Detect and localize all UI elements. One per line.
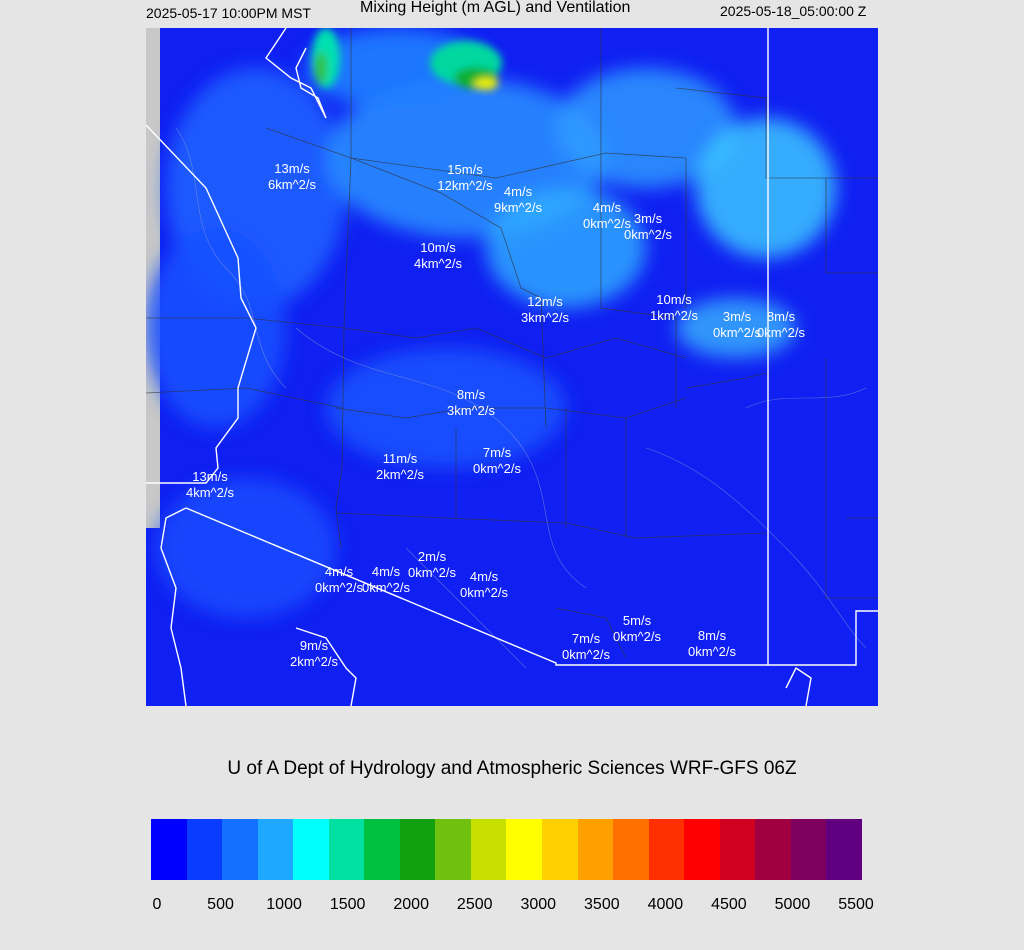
legend-swatch bbox=[293, 819, 329, 880]
ventilation-index: 3km^2/s bbox=[446, 403, 496, 418]
ventilation-label bbox=[688, 628, 736, 660]
ventilation-label bbox=[624, 211, 672, 243]
legend-tick-label: 3000 bbox=[520, 896, 557, 913]
ventilation-index: 6km^2/s bbox=[267, 177, 317, 192]
ventilation-label bbox=[290, 638, 338, 670]
legend-swatch bbox=[791, 819, 827, 880]
legend-tick-label: 0 bbox=[152, 896, 162, 913]
ventilation-index: 12km^2/s bbox=[437, 178, 493, 193]
wind-speed: 3m/s bbox=[633, 211, 663, 226]
legend-swatch bbox=[258, 819, 294, 880]
ventilation-label bbox=[650, 292, 698, 324]
ventilation-label bbox=[414, 240, 462, 272]
ventilation-index: 1km^2/s bbox=[649, 308, 699, 323]
ventilation-index: 0km^2/s bbox=[459, 585, 509, 600]
ventilation-index: 0km^2/s bbox=[361, 580, 411, 595]
legend-swatch bbox=[364, 819, 400, 880]
legend-tick-label: 4500 bbox=[711, 896, 747, 913]
ventilation-index: 0km^2/s bbox=[712, 325, 762, 340]
ventilation-index: 4km^2/s bbox=[185, 485, 235, 500]
ventilation-label bbox=[713, 309, 761, 341]
wind-speed: 8m/s bbox=[697, 628, 727, 643]
legend-swatch bbox=[187, 819, 223, 880]
ventilation-label bbox=[447, 387, 495, 419]
legend-swatch bbox=[542, 819, 578, 880]
ventilation-label bbox=[376, 451, 424, 483]
legend-swatch bbox=[578, 819, 614, 880]
color-legend bbox=[151, 819, 862, 880]
legend-tick-label: 3500 bbox=[584, 896, 620, 913]
wind-speed: 10m/s bbox=[420, 240, 456, 255]
wind-speed: 8m/s bbox=[456, 387, 486, 402]
ventilation-label bbox=[473, 445, 521, 477]
wind-speed: 4m/s bbox=[592, 200, 622, 215]
ventilation-label bbox=[362, 564, 410, 596]
ventilation-label bbox=[494, 184, 542, 216]
ventilation-label bbox=[268, 161, 316, 193]
ventilation-index: 0km^2/s bbox=[756, 325, 806, 340]
wind-speed: 13m/s bbox=[192, 469, 228, 484]
legend-swatch bbox=[613, 819, 649, 880]
legend-tick-label: 4000 bbox=[647, 896, 684, 913]
legend-swatch bbox=[755, 819, 791, 880]
ventilation-index: 0km^2/s bbox=[687, 644, 737, 659]
ventilation-label bbox=[408, 549, 456, 581]
ventilation-label bbox=[315, 564, 363, 596]
legend-swatch bbox=[222, 819, 258, 880]
legend-swatch bbox=[720, 819, 756, 880]
mixing-height-map bbox=[146, 28, 878, 706]
legend-swatch bbox=[329, 819, 365, 880]
ventilation-index: 0km^2/s bbox=[623, 227, 673, 242]
legend-tick-label: 5500 bbox=[838, 896, 874, 913]
ventilation-label bbox=[562, 631, 610, 663]
wind-speed: 3m/s bbox=[722, 309, 752, 324]
gulf-segment bbox=[786, 668, 811, 706]
ventilation-label bbox=[757, 309, 805, 341]
legend-tick-label: 1000 bbox=[266, 896, 302, 913]
wind-speed: 9m/s bbox=[299, 638, 329, 653]
legend-tick-label: 5000 bbox=[774, 896, 811, 913]
wind-speed: 4m/s bbox=[371, 564, 401, 579]
ventilation-index: 9km^2/s bbox=[493, 200, 543, 215]
wind-speed: 15m/s bbox=[447, 162, 483, 177]
legend-tick-label: 2500 bbox=[456, 896, 493, 913]
legend-swatch bbox=[506, 819, 542, 880]
valid-time-utc: 2025-05-18_05:00:00 Z bbox=[720, 3, 867, 19]
wind-speed: 7m/s bbox=[571, 631, 601, 646]
ventilation-index: 2km^2/s bbox=[375, 467, 425, 482]
ventilation-index: 3km^2/s bbox=[520, 310, 570, 325]
ventilation-index: 0km^2/s bbox=[407, 565, 457, 580]
map-field-svg bbox=[146, 28, 878, 706]
wind-speed: 13m/s bbox=[274, 161, 310, 176]
ventilation-index: 0km^2/s bbox=[582, 216, 632, 231]
legend-tick-label: 1500 bbox=[329, 896, 366, 913]
map-title: Mixing Height (m AGL) and Ventilation bbox=[360, 0, 631, 16]
ventilation-index: 0km^2/s bbox=[561, 647, 611, 662]
ventilation-label bbox=[437, 162, 492, 194]
valid-time-local: 2025-05-17 10:00PM MST bbox=[146, 5, 311, 21]
ventilation-index: 0km^2/s bbox=[612, 629, 662, 644]
ventilation-label bbox=[460, 569, 508, 601]
wind-speed: 5m/s bbox=[622, 613, 652, 628]
wind-speed: 8m/s bbox=[766, 309, 796, 324]
legend-tick-label: 2000 bbox=[393, 896, 429, 913]
legend-swatch bbox=[684, 819, 720, 880]
wind-speed: 10m/s bbox=[656, 292, 692, 307]
ventilation-label bbox=[613, 613, 661, 645]
wind-speed: 7m/s bbox=[482, 445, 512, 460]
ventilation-label bbox=[521, 294, 569, 326]
legend-swatch bbox=[471, 819, 507, 880]
ventilation-index: 2km^2/s bbox=[289, 654, 339, 669]
legend-swatch bbox=[400, 819, 436, 880]
wind-speed: 4m/s bbox=[324, 564, 354, 579]
wind-speed: 4m/s bbox=[503, 184, 533, 199]
ventilation-index: 0km^2/s bbox=[472, 461, 522, 476]
legend-swatch bbox=[151, 819, 187, 880]
legend-tick-label: 500 bbox=[207, 896, 234, 913]
legend-swatch bbox=[826, 819, 862, 880]
wind-speed: 11m/s bbox=[382, 451, 418, 466]
ventilation-index: 4km^2/s bbox=[413, 256, 463, 271]
legend-swatch bbox=[649, 819, 685, 880]
ventilation-index: 0km^2/s bbox=[314, 580, 364, 595]
ventilation-label bbox=[186, 469, 234, 501]
model-credit: U of A Dept of Hydrology and Atmospheric Sciences WRF-GFS 06Z bbox=[227, 758, 797, 779]
legend-swatch bbox=[435, 819, 471, 880]
wind-speed: 2m/s bbox=[417, 549, 447, 564]
wind-speed: 4m/s bbox=[469, 569, 499, 584]
wind-speed: 12m/s bbox=[527, 294, 563, 309]
